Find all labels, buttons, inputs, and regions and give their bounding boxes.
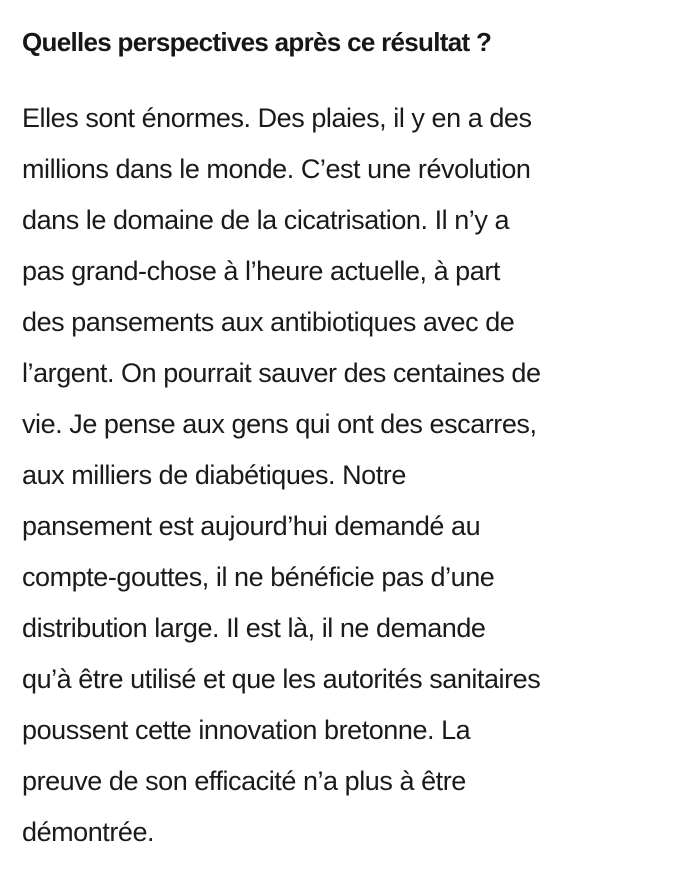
paragraph-line: compte-gouttes, il ne bénéficie pas d’une bbox=[22, 561, 495, 592]
paragraph-line: poussent cette innovation bretonne. La bbox=[22, 714, 471, 745]
paragraph-line: l’argent. On pourrait sauver des centaines de bbox=[22, 357, 541, 388]
section-heading: Quelles perspectives après ce résultat ? bbox=[22, 27, 492, 57]
paragraph-line: aux milliers de diabétiques. Notre bbox=[22, 459, 406, 490]
paragraph-line: Elles sont énormes. Des plaies, il y en a des bbox=[22, 102, 532, 133]
paragraph-line: preuve de son efficacité n’a plus à être bbox=[22, 765, 466, 796]
paragraph-line: distribution large. Il est là, il ne demande bbox=[22, 612, 486, 643]
paragraph-line: pansement est aujourd’hui demandé au bbox=[22, 510, 481, 541]
paragraph-line: qu’à être utilisé et que les autorités sanitaires bbox=[22, 663, 541, 694]
paragraph-line: pas grand-chose à l’heure actuelle, à part bbox=[22, 255, 500, 286]
answer-paragraph bbox=[22, 93, 672, 858]
paragraph-line: vie. Je pense aux gens qui ont des escarres, bbox=[22, 408, 537, 439]
paragraph-line: démontrée. bbox=[22, 816, 155, 847]
paragraph-line: dans le domaine de la cicatrisation. Il n’y a bbox=[22, 204, 510, 235]
article-section bbox=[22, 26, 672, 858]
paragraph-line: millions dans le monde. C’est une révolution bbox=[22, 153, 531, 184]
paragraph-line: des pansements aux antibiotiques avec de bbox=[22, 306, 515, 337]
